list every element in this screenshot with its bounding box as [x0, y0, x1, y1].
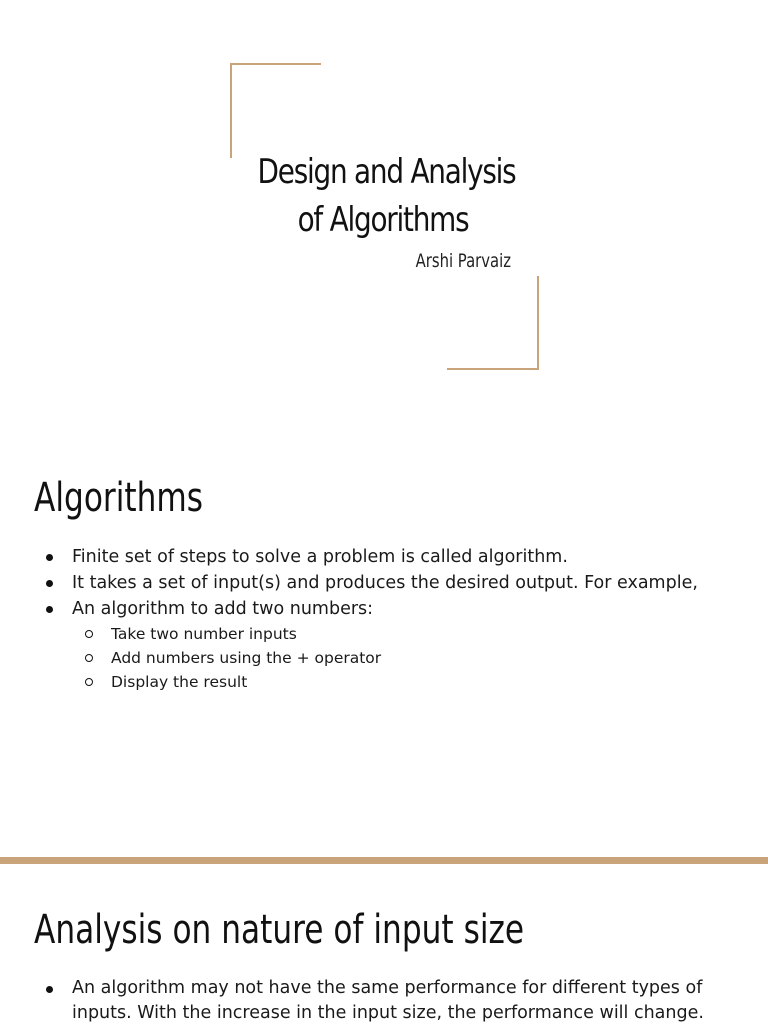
title-slide	[0, 0, 768, 430]
deck-title	[257, 148, 516, 244]
frame-corner-bottom-right-vertical	[537, 276, 539, 370]
slide-heading: Algorithms	[34, 475, 204, 521]
deck-title-line-1: Design and Analysis	[257, 152, 516, 192]
list-item: An algorithm may not have the same performance for different types of inputs. With the increase in the input size, the performance will change.	[34, 976, 744, 1024]
sub-list-item: Display the result	[34, 670, 744, 694]
frame-corner-top-left-vertical	[230, 63, 232, 158]
bullet-list	[34, 544, 744, 694]
list-item-text: An algorithm to add two numbers:	[72, 599, 374, 619]
list-item: Finite set of steps to solve a problem is called algorithm.	[34, 544, 744, 570]
list-item: It takes a set of input(s) and produces the desired output. For example,	[34, 570, 744, 596]
deck-author: Arshi Parvaiz	[415, 250, 511, 272]
list-item	[34, 596, 744, 694]
sub-list-item: Add numbers using the + operator	[34, 646, 744, 670]
sub-list-item: Take two number inputs	[34, 622, 744, 646]
slide-divider	[0, 857, 768, 864]
slide-input-size	[0, 864, 768, 1024]
frame-corner-top-left	[230, 63, 321, 65]
sub-bullet-list	[72, 622, 744, 694]
slide-algorithms	[0, 430, 768, 858]
slide-heading: Analysis on nature of input size	[34, 907, 525, 953]
frame-corner-bottom-right	[447, 368, 539, 370]
bullet-list	[34, 976, 744, 1024]
deck-title-line-2: of Algorithms	[297, 200, 469, 240]
